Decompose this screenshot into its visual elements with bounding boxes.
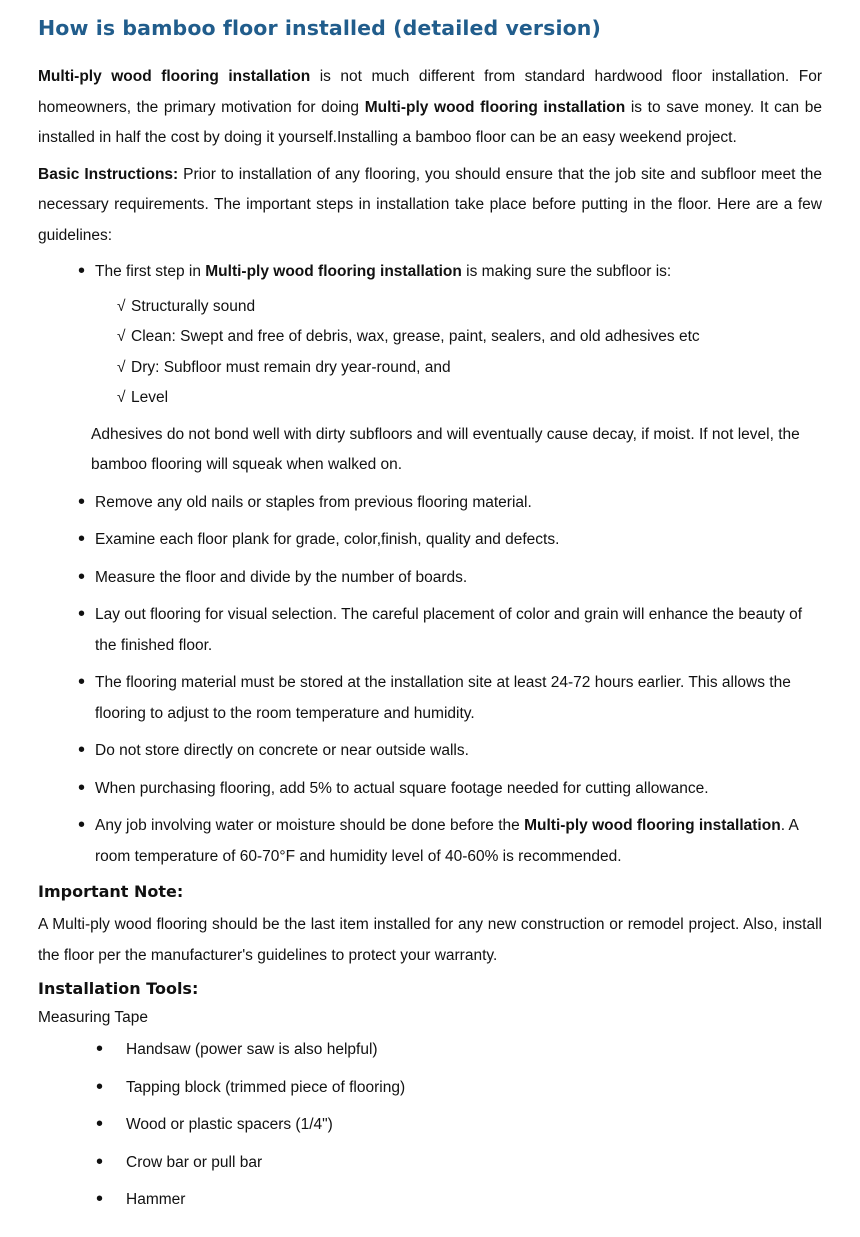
guideline-text: The flooring material must be stored at the installation site at least 24-72 hours earlier. This allows the flooring to adjust to the room temperature and humidity. (95, 674, 791, 722)
bullet-icon: • (78, 490, 86, 513)
tool-item (96, 1035, 822, 1066)
guideline-item-subfloor (78, 257, 822, 481)
bullet-icon: • (96, 1075, 104, 1098)
bullet-icon: • (96, 1038, 104, 1060)
guideline-first-post: is making sure the subfloor is: (461, 263, 672, 280)
bullet-icon: • (78, 528, 86, 550)
tool-item-text: Hammer (126, 1191, 186, 1208)
check-icon: √ (117, 297, 126, 315)
bullet-icon: • (78, 739, 86, 761)
guideline-last-post: . A room temperature of 60-70°F and humidity level of 40-60% is recommended. (95, 817, 798, 865)
intro-bold-2: Multi-ply wood flooring installation (364, 98, 626, 116)
important-note-text: A Multi-ply wood flooring should be the last item installed for any new construction or remodel project. Also, install the floor per the manufacturer's guidelines to protect your warranty. (38, 916, 822, 964)
guideline-first-pre: The first step in (95, 263, 206, 280)
guideline-item (78, 488, 822, 519)
bullet-icon: • (78, 776, 86, 799)
check-item (117, 292, 822, 323)
important-note-heading: Important Note: (38, 882, 184, 901)
tool-item-text: Wood or plastic spacers (1/4") (126, 1116, 333, 1133)
guideline-item-moisture (78, 811, 822, 872)
basic-instructions-paragraph (38, 160, 822, 252)
tool-item-text: Handsaw (power saw is also helpful) (126, 1041, 378, 1058)
guideline-item (78, 668, 822, 729)
intro-text-1: is not much different from standard hardwood floor installation. For homeowners, the primary motivation for doing (38, 68, 823, 116)
check-icon: √ (117, 328, 126, 345)
guideline-text: Remove any old nails or staples from previous flooring material. (95, 493, 532, 511)
tools-list (38, 1035, 822, 1216)
guideline-last-pre: Any job involving water or moisture should be done before the (95, 817, 525, 834)
guideline-item (78, 600, 822, 661)
intro-bold-1: Multi-ply wood flooring installation (38, 68, 311, 85)
bullet-icon: • (96, 1113, 104, 1135)
check-icon: √ (117, 358, 126, 376)
guideline-item (78, 563, 822, 594)
tool-item (96, 1073, 822, 1104)
bullet-icon: • (96, 1150, 104, 1173)
guideline-item (78, 774, 822, 805)
check-item-text: Dry: Subfloor must remain dry year-round, and (131, 358, 451, 376)
guideline-text: Measure the floor and divide by the number of boards. (95, 568, 468, 586)
bullet-icon: • (78, 603, 86, 625)
intro-paragraph (38, 62, 822, 154)
tool-item-text: Tapping block (trimmed piece of flooring) (126, 1078, 406, 1096)
check-item (117, 353, 822, 384)
guidelines-list (38, 257, 822, 872)
tool-item-text: Crow bar or pull bar (126, 1153, 263, 1171)
bullet-icon: • (78, 814, 86, 836)
guideline-last-bold: Multi-ply wood flooring installation (524, 817, 781, 834)
bullet-icon: • (78, 260, 86, 282)
installation-tools-heading: Installation Tools: (38, 979, 199, 998)
subfloor-note: Adhesives do not bond well with dirty subfloors and will eventually cause decay, if moist. If not level, the bamboo flooring will squeak when walked on. (91, 425, 800, 473)
guideline-text: Do not store directly on concrete or near outside walls. (95, 742, 469, 759)
check-item-text: Clean: Swept and free of debris, wax, grease, paint, sealers, and old adhesives etc (131, 328, 700, 345)
check-item-text: Level (131, 389, 169, 406)
guideline-item (78, 736, 822, 767)
bullet-icon: • (78, 671, 86, 693)
check-item-text: Structurally sound (131, 297, 256, 315)
tools-intro-item: Measuring Tape (38, 1009, 149, 1026)
guideline-text: Lay out flooring for visual selection. The careful placement of color and grain will enhance the beauty of the finished floor. (95, 606, 803, 654)
check-icon: √ (117, 389, 126, 406)
subfloor-checklist (95, 292, 822, 414)
guideline-item (78, 525, 822, 556)
guideline-text: Examine each floor plank for grade, color,finish, quality and defects. (95, 531, 560, 548)
bullet-icon: • (78, 565, 86, 588)
guideline-text: When purchasing flooring, add 5% to actual square footage needed for cutting allowance. (95, 779, 709, 797)
bullet-icon: • (96, 1188, 104, 1210)
basic-instructions-label: Basic Instructions: (38, 165, 179, 183)
intro-text-2: is to save money. It can be installed in half the cost by doing it yourself.Installing a bamboo floor can be an easy weekend project. (38, 98, 822, 146)
guideline-first-bold: Multi-ply wood flooring installation (205, 263, 462, 280)
page-title: How is bamboo floor installed (detailed version) (38, 16, 601, 40)
tool-item (96, 1110, 822, 1141)
check-item (117, 383, 822, 414)
check-item (117, 322, 822, 353)
tool-item (96, 1185, 822, 1216)
basic-instructions-text: Prior to installation of any flooring, you should ensure that the job site and subfloor meet the necessary requirements. The important steps in installation take place before putting in the floor. Here are a few guidelines: (38, 165, 823, 244)
tool-item (96, 1148, 822, 1179)
